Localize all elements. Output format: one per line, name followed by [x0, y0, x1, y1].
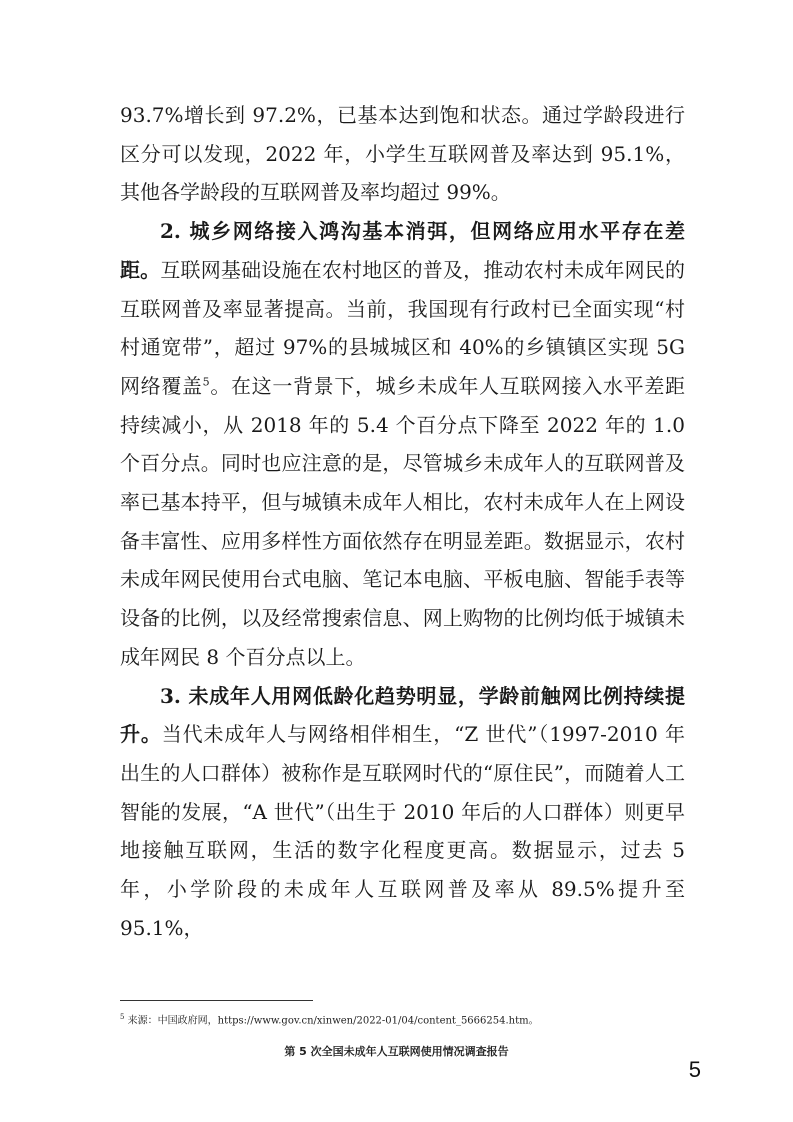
footnote-marker[interactable]: 5: [202, 375, 210, 389]
body-text: [120, 96, 685, 947]
footnote-text: 来源：中国政府网，https://www.gov.cn/xinwen/2022-01/04/content_5666254.htm。: [124, 1015, 539, 1027]
page-number: 5: [688, 1057, 701, 1082]
paragraph-younger-age: [120, 677, 685, 948]
footnote: [120, 1010, 720, 1028]
paragraph-text: 。在这一背景下，城乡未成年人互联网接入水平差距持续减小，从 2018 年的 5.4 个百分点下降至 2022 年的 1.0 个百分点。同时也应注意的是，尽管城乡未成年人的互联网普及率已基本持平，但与城镇未成年人相比，农村未成年人在上网设备丰富性、应用多样性方面依然存在明显差距。数据显示，农村未成年网民使用台式电脑、笔记本电脑、平板电脑、智能手表等设备的比例，以及经常搜索信息、网上购物的比例均低于城镇未成年网民 8 个百分点以上。: [120, 373, 686, 669]
paragraph-text: 当代未成年人与网络相伴相生，“Z 世代”（1997-2010 年出生的人口群体）被称作是互联网时代的“原住民”，而随着人工智能的发展，“A 世代”（出生于 2010 年后的人口群体）则更早地接触互联网，生活的数字化程度更高。数据显示，过去 5 年，小学阶段的未成年人互联网普及率从 89.5%提升至 95.1%，: [120, 722, 685, 940]
paragraph-urban-rural: [120, 212, 685, 676]
footnote-divider: [120, 1000, 313, 1001]
section-heading-3: 3. 未成年人用网低龄化趋势明显，学龄前触网比例持续提升。: [120, 683, 685, 747]
section-heading-2: 2. 城乡网络接入鸿沟基本消弭，但网络应用水平存在差距。: [120, 219, 685, 282]
report-title-footer: 第 5 次全国未成年人互联网使用情况调查报告: [284, 1045, 509, 1058]
footnote-number: 5: [120, 1013, 125, 1021]
paragraph-continuation: 93.7%增长到 97.2%，已基本达到饱和状态。通过学龄段进行区分可以发现，2022 年，小学生互联网普及率达到 95.1%，其他各学龄段的互联网普及率均超过 99%。: [120, 103, 685, 205]
paragraph-text: 互联网基础设施在农村地区的普及，推动农村未成年网民的互联网普及率显著提高。当前，我国现有行政村已全面实现“村村通宽带”，超过 97%的县城城区和 40%的乡镇镇区实现 5G 网络覆盖: [120, 257, 686, 398]
